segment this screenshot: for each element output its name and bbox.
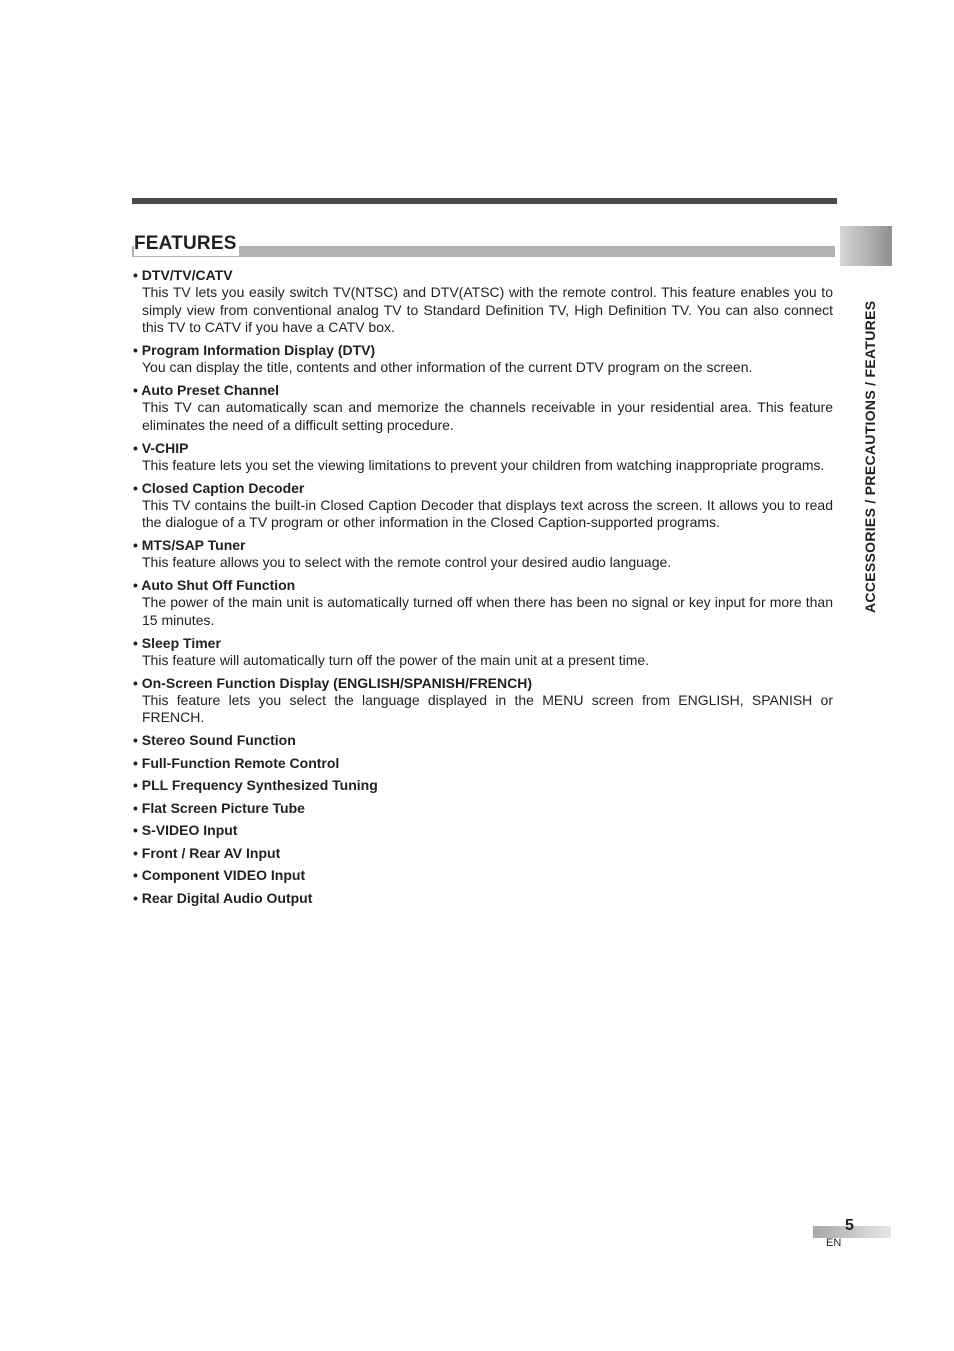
feature-title: • Program Information Display (DTV) <box>133 342 376 358</box>
feature-item <box>133 754 833 772</box>
feature-item <box>133 821 833 839</box>
feature-item <box>133 536 833 572</box>
feature-description: This feature lets you select the language displayed in the MENU screen from ENGLISH, SPANISH or FRENCH. <box>142 691 833 725</box>
feature-item <box>133 439 833 475</box>
feature-item <box>133 634 833 670</box>
feature-item <box>133 479 833 532</box>
page-title: FEATURES <box>134 233 237 254</box>
feature-title: • V-CHIP <box>133 439 189 456</box>
feature-title: • MTS/SAP Tuner <box>133 537 246 553</box>
feature-description: This feature will automatically turn off the power of the main unit at a present time. <box>142 651 650 668</box>
feature-item <box>133 889 833 907</box>
feature-item <box>133 866 833 884</box>
feature-item <box>133 341 833 377</box>
feature-title: • Component VIDEO Input <box>133 867 306 883</box>
top-rule <box>132 198 837 204</box>
feature-title: • Full-Function Remote Control <box>133 754 340 771</box>
feature-title: • Rear Digital Audio Output <box>133 889 313 906</box>
feature-item <box>133 674 833 727</box>
feature-description: This TV can automatically scan and memorize the channels receivable in your residential area. This feature eliminates the need of a difficult setting procedure. <box>142 399 833 433</box>
feature-title: • PLL Frequency Synthesized Tuning <box>133 777 378 793</box>
side-section-label: ACCESSORIES / PRECAUTIONS / FEATURES <box>862 300 878 613</box>
page-number: 5 <box>845 1217 854 1234</box>
section-heading <box>132 232 835 258</box>
feature-title: • S-VIDEO Input <box>133 822 238 838</box>
feature-title: • Auto Preset Channel <box>133 382 279 398</box>
feature-title: • Sleep Timer <box>133 634 221 651</box>
feature-item <box>133 266 833 337</box>
feature-title: • Front / Rear AV Input <box>133 844 281 861</box>
feature-item <box>133 776 833 794</box>
feature-title: • Auto Shut Off Function <box>133 577 296 593</box>
feature-item <box>133 576 833 629</box>
feature-title: • On-Screen Function Display (ENGLISH/SPANISH/FRENCH) <box>133 674 533 691</box>
feature-item <box>133 381 833 434</box>
feature-description: The power of the main unit is automatically turned off when there has been no signal or key input for more than 15 minutes. <box>142 594 833 628</box>
feature-title: • Flat Screen Picture Tube <box>133 799 305 816</box>
feature-item <box>133 799 833 817</box>
feature-item <box>133 731 833 749</box>
feature-description: This TV contains the built-in Closed Caption Decoder that displays text across the screen. It allows you to read the dialogue of a TV program or other information in the Closed Caption-supported programs. <box>142 496 833 530</box>
page-language: EN <box>826 1237 842 1249</box>
feature-title: • Closed Caption Decoder <box>133 479 305 496</box>
feature-description: This feature lets you set the viewing limitations to prevent your children from watching inappropriate programs. <box>142 456 825 473</box>
feature-title: • DTV/TV/CATV <box>133 267 233 283</box>
features-list <box>133 266 833 911</box>
feature-title: • Stereo Sound Function <box>133 732 296 748</box>
feature-description: This feature allows you to select with the remote control your desired audio language. <box>142 554 672 570</box>
feature-description: This TV lets you easily switch TV(NTSC) and DTV(ATSC) with the remote control. This feature enables you to simply view from conventional analog TV to Standard Definition TV, High Definition TV. You can also connect this TV to CATV if you have a CATV box. <box>142 284 833 335</box>
side-tab-marker <box>840 226 892 266</box>
feature-item <box>133 844 833 862</box>
feature-description: You can display the title, contents and other information of the current DTV program on the screen. <box>142 359 753 375</box>
